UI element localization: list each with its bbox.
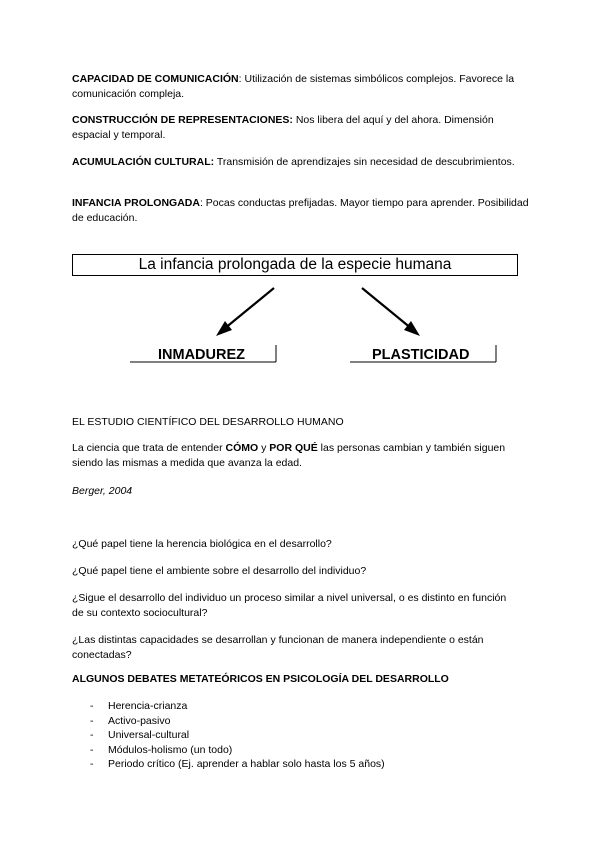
definition-text: las personas cambian y también siguen siendo las mismas a medida que avanza la edad. <box>72 442 506 469</box>
term-cultural-accumulation: ACUMULACIÓN CULTURAL: <box>72 156 215 168</box>
paragraph-communication <box>72 72 532 102</box>
list-item <box>90 699 385 714</box>
outcome-immaturity: INMADUREZ <box>158 347 245 363</box>
study-definition <box>72 441 512 471</box>
citation: Berger, 2004 <box>72 485 133 497</box>
outcome-plasticity: PLASTICIDAD <box>372 347 470 363</box>
right-arrow-shaft <box>362 288 412 329</box>
question-capacities: ¿Las distintas capacidades se desarrollan y funcionan de manera independiente o están conectadas? <box>72 634 484 661</box>
definition-emphasis-why: POR QUÉ <box>269 442 318 454</box>
term-prolonged-infancy: INFANCIA PROLONGADA <box>72 197 200 209</box>
list-dash: - <box>90 743 94 756</box>
definition-text: La ciencia que trata de entender <box>72 442 226 454</box>
list-item-text: Periodo crítico (Ej. aprender a hablar solo hasta los 5 años) <box>108 758 385 770</box>
definition-cultural-accumulation: Transmisión de aprendizajes sin necesidad de descubrimientos. <box>214 156 515 168</box>
definition-representations: Nos libera del aquí y del ahora. Dimensión espacial y temporal. <box>72 114 494 141</box>
list-item-text: Módulos-holismo (un todo) <box>108 743 233 756</box>
definition-text: y <box>258 442 270 454</box>
left-arrow-shaft <box>224 288 274 329</box>
list-item-text: Activo-pasivo <box>108 714 171 727</box>
paragraph-cultural-accumulation <box>72 155 532 170</box>
term-separator: : <box>199 197 203 209</box>
term-communication: CAPACIDAD DE COMUNICACIÓN <box>72 73 239 85</box>
term-separator: : <box>238 73 242 85</box>
list-dash: - <box>90 758 94 770</box>
paragraph-prolonged-infancy <box>72 196 532 226</box>
list-item <box>90 714 385 729</box>
list-item-text: Herencia-crianza <box>108 700 188 712</box>
question-environment: ¿Qué papel tiene el ambiente sobre el desarrollo del individuo? <box>72 565 367 577</box>
definition-emphasis-how: CÓMO <box>225 442 259 454</box>
list-dash: - <box>90 714 94 727</box>
left-arrow-head <box>216 321 232 336</box>
diagram-title-box <box>72 254 518 276</box>
list-item <box>90 743 385 758</box>
definition-communication: Utilización de sistemas simbólicos complejos. Favorece la comunicación compleja. <box>72 73 515 100</box>
debates-title: ALGUNOS DEBATES METATEÓRICOS EN PSICOLOGÍA DEL DESARROLLO <box>72 673 449 685</box>
term-representations: CONSTRUCCIÓN DE REPRESENTACIONES: <box>72 114 293 126</box>
paragraph-representations <box>72 113 532 143</box>
diagram-title: La infancia prolongada de la especie humana <box>138 256 452 273</box>
list-dash: - <box>90 700 94 712</box>
list-item <box>90 728 385 743</box>
list-item <box>90 757 385 772</box>
debates-list <box>90 699 385 772</box>
question-heredity: ¿Qué papel tiene la herencia biológica en el desarrollo? <box>72 538 332 550</box>
question-universal: ¿Sigue el desarrollo del individuo un proceso similar a nivel universal, o es distinto en función de su contexto sociocultural? <box>72 592 507 619</box>
definition-prolonged-infancy: Pocas conductas prefijadas. Mayor tiempo para aprender. Posibilidad de educación. <box>72 197 529 224</box>
list-dash: - <box>90 729 94 741</box>
right-arrow-head <box>404 321 420 336</box>
section-title-study: EL ESTUDIO CIENTÍFICO DEL DESARROLLO HUMANO <box>72 416 344 428</box>
list-item-text: Universal-cultural <box>108 729 190 741</box>
